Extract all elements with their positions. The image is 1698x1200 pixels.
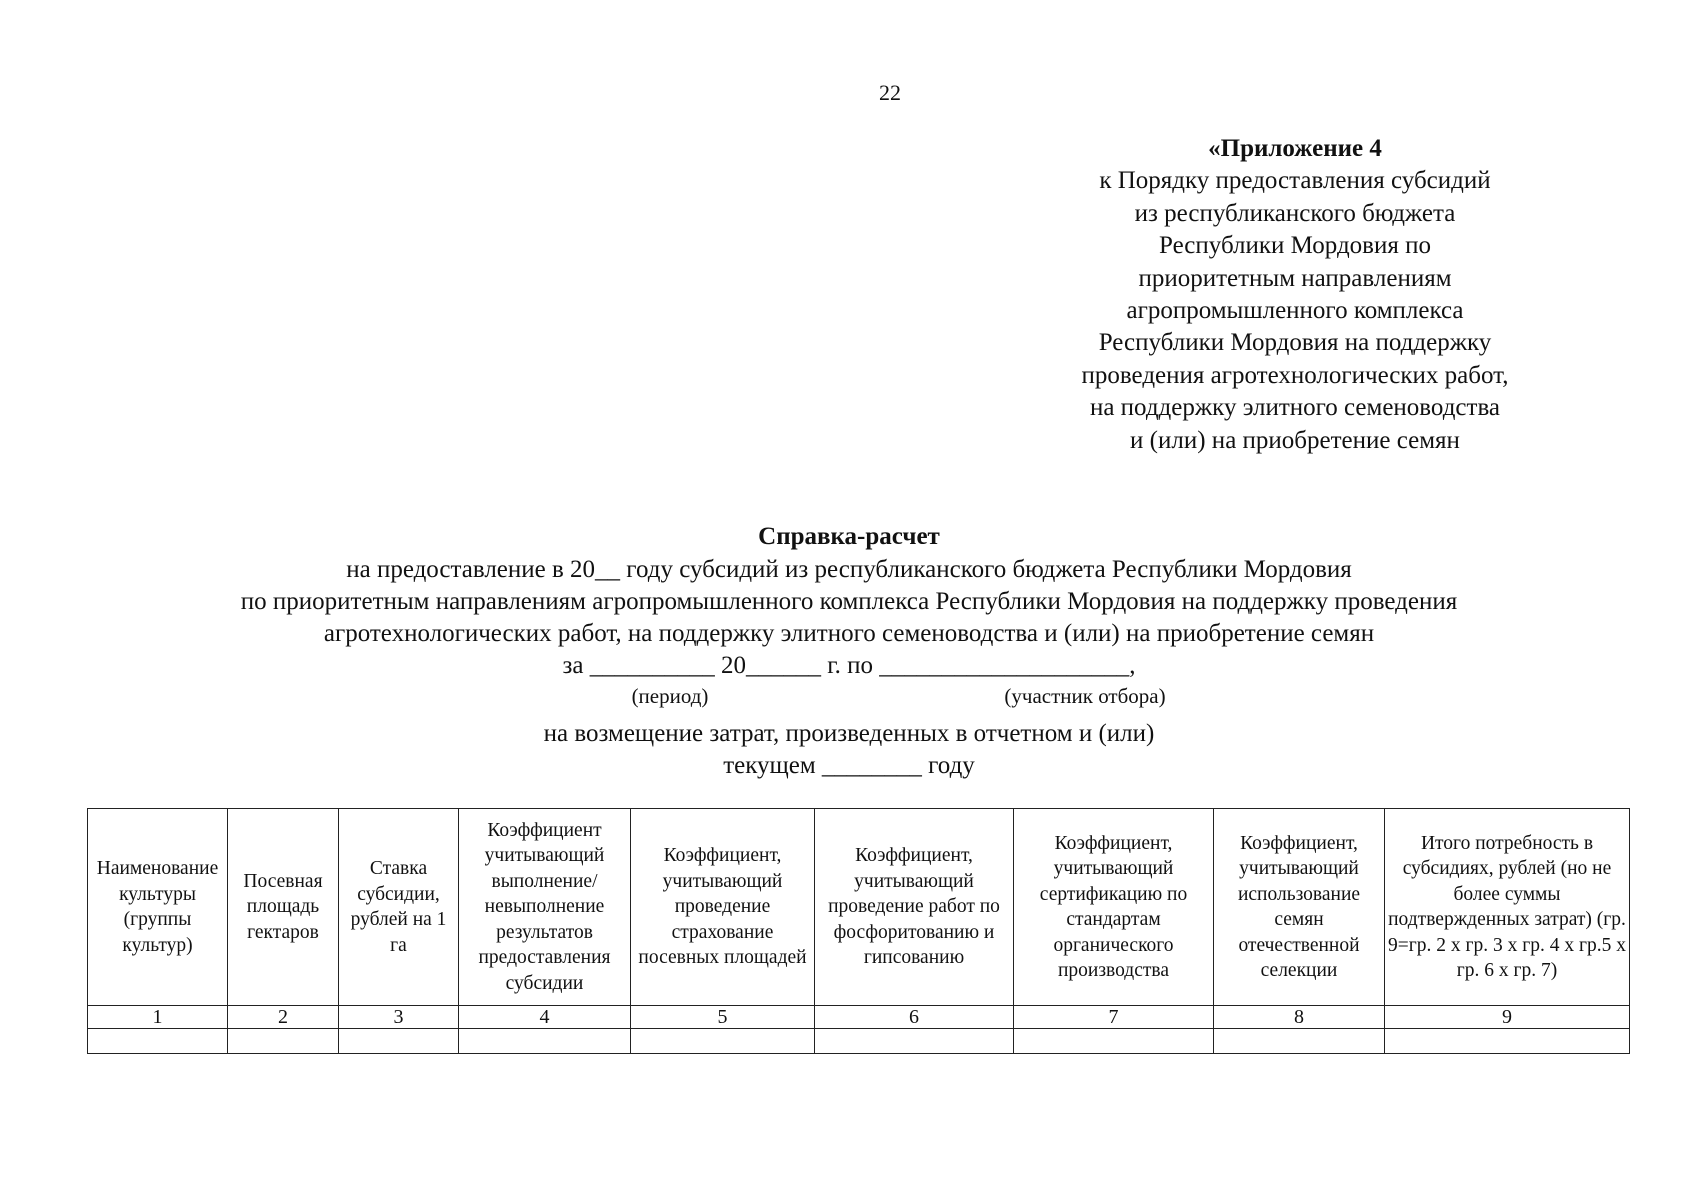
table-cell xyxy=(1214,1029,1385,1054)
table-cell xyxy=(1385,1029,1630,1054)
column-number: 9 xyxy=(1385,1006,1630,1029)
table-cell xyxy=(1014,1029,1214,1054)
appendix-line: агропромышленного комплекса xyxy=(1126,297,1464,325)
column-number: 3 xyxy=(339,1006,459,1029)
appendix-heading xyxy=(1000,133,1590,457)
appendix-line: к Порядку предоставления субсидий xyxy=(1099,167,1491,195)
column-number: 2 xyxy=(228,1006,339,1029)
column-number: 6 xyxy=(815,1006,1014,1029)
column-number: 5 xyxy=(631,1006,815,1029)
appendix-line: приоритетным направлениям xyxy=(1138,264,1452,292)
table-cell xyxy=(228,1029,339,1054)
table-cell xyxy=(339,1029,459,1054)
document-subtitle-line: агротехнологических работ, на поддержку элитного семеноводства и (или) на приобретение семян xyxy=(323,620,1375,647)
column-header-total-subsidy: Итого потребность в субсидиях, рублей (но не более суммы подтвержденных затрат) (гр. 9=гр. 2 х гр. 3 х гр. 4 х гр.5 х гр. 6 х гр. 7) xyxy=(1385,809,1630,1006)
table-cell xyxy=(815,1029,1014,1054)
column-number-row xyxy=(88,1006,1630,1029)
column-number: 1 xyxy=(88,1006,228,1029)
column-header-subsidy-rate: Ставка субсидии, рублей на 1 га xyxy=(339,809,459,1006)
column-header-crop-name: Наименование культуры (группы культур) xyxy=(88,809,228,1006)
column-header-organic-certification-coefficient: Коэффициент, учитывающий сертификацию по стандартам органического производства xyxy=(1014,809,1214,1006)
calculation-table xyxy=(87,808,1630,1054)
table-cell xyxy=(459,1029,631,1054)
table-cell xyxy=(631,1029,815,1054)
current-year-line: текущем ________ году xyxy=(723,752,975,779)
reimbursement-line: на возмещение затрат, произведенных в отчетном и (или) xyxy=(543,720,1155,747)
column-header-phosphoritization-coefficient: Коэффициент, учитывающий проведение работ по фосфоритованию и гипсованию xyxy=(815,809,1014,1006)
page-number: 22 xyxy=(879,80,901,105)
column-header-sown-area: Посевная площадь гектаров xyxy=(228,809,339,1006)
document-subtitle-line: на предоставление в 20__ году субсидий из республиканского бюджета Республики Мордовия xyxy=(346,556,1352,583)
table-header-row xyxy=(88,809,1630,1006)
column-number: 7 xyxy=(1014,1006,1214,1029)
appendix-line: на поддержку элитного семеноводства xyxy=(1089,394,1501,422)
appendix-line: проведения агротехнологических работ, xyxy=(1081,361,1509,389)
participant-caption: (участник отбора) xyxy=(1004,684,1166,708)
column-header-domestic-seeds-coefficient: Коэффициент, учитывающий использование семян отечественной селекции xyxy=(1214,809,1385,1006)
document-subtitle-line: по приоритетным направлениям агропромышленного комплекса Республики Мордовия на поддержку проведения xyxy=(240,588,1458,615)
column-number: 8 xyxy=(1214,1006,1385,1029)
document-title: Справка-расчет xyxy=(758,523,940,550)
period-participant-line: за __________ 20______ г. по ____________________, xyxy=(562,652,1136,679)
appendix-line: Республики Мордовия на поддержку xyxy=(1098,329,1492,357)
period-caption: (период) xyxy=(631,684,709,708)
column-header-insurance-coefficient: Коэффициент, учитывающий проведение страхование посевных площадей xyxy=(631,809,815,1006)
empty-table-row xyxy=(88,1029,1630,1054)
appendix-line: из республиканского бюджета xyxy=(1134,199,1456,227)
appendix-title: «Приложение 4 xyxy=(1208,135,1382,162)
table-cell xyxy=(88,1029,228,1054)
column-header-results-coefficient: Коэффициент учитывающий выполнение/ невыполнение результатов предоставления субсидии xyxy=(459,809,631,1006)
appendix-line: и (или) на приобретение семян xyxy=(1130,426,1460,454)
column-number: 4 xyxy=(459,1006,631,1029)
appendix-line: Республики Мордовия по xyxy=(1159,232,1431,260)
